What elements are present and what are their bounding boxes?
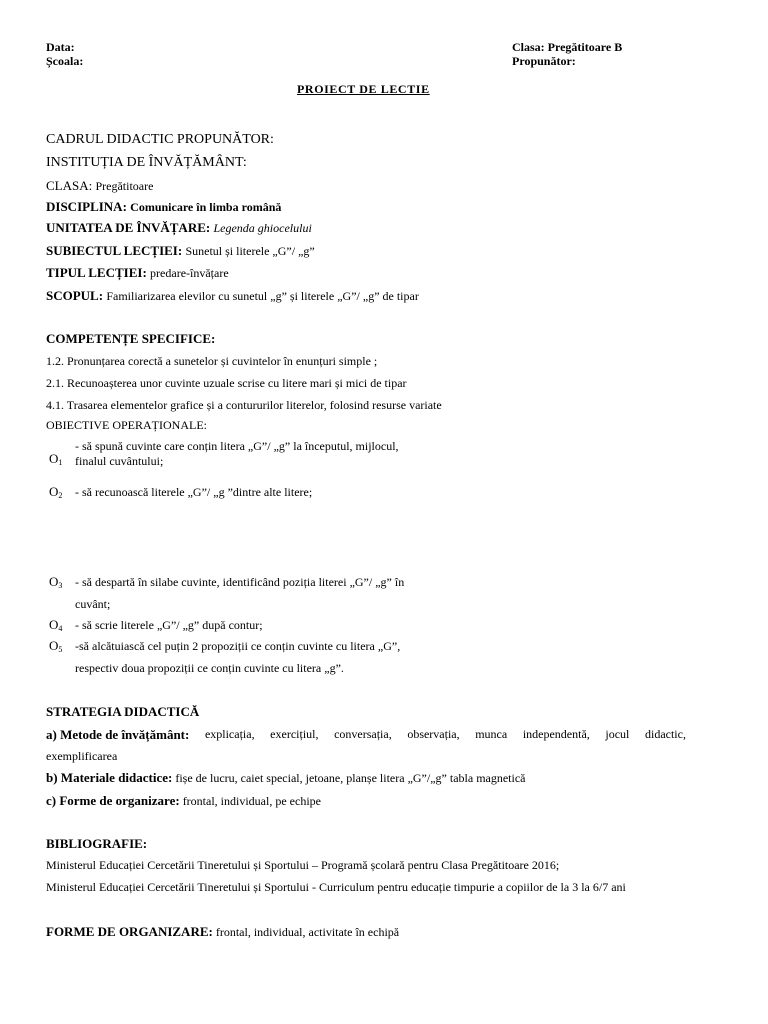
method-word: munca bbox=[475, 727, 508, 741]
bibliography-item: Ministerul Educației Cercetării Tineretului și Sportului - Curriculum pentru educație timpurie a copiilor de la 3 la 6/7 ani bbox=[46, 880, 626, 894]
materials-line bbox=[46, 770, 526, 786]
objective-text-o1-cont: finalul cuvântului; bbox=[75, 454, 164, 468]
objective-text-o3: - să despartă în silabe cuvinte, identificând poziția literei „G”/ „g” în bbox=[75, 575, 405, 589]
lesson-type-field bbox=[46, 265, 229, 281]
organization-forms-line bbox=[46, 793, 321, 809]
institution-field: INSTITUȚIA DE ÎNVĂȚĂMÂNT: bbox=[46, 155, 247, 170]
lesson-type-label: TIPUL LECȚIEI: bbox=[46, 265, 147, 280]
learning-unit-label: UNITATEA DE ÎNVĂȚARE: bbox=[46, 220, 211, 235]
document-title: PROIECT DE LECTIE bbox=[297, 82, 430, 96]
lesson-subject-value: Sunetul și literele „G”/ „g” bbox=[185, 244, 315, 258]
materials-label: b) Materiale didactice: bbox=[46, 770, 173, 785]
discipline-label: DISCIPLINA: bbox=[46, 199, 127, 214]
competences-heading: COMPETENȚE SPECIFICE: bbox=[46, 331, 216, 346]
teaching-methods-cont: exemplificarea bbox=[46, 749, 118, 763]
organization-section bbox=[46, 924, 399, 940]
learning-unit-value: Legenda ghiocelului bbox=[213, 221, 312, 235]
competence-item: 4.1. Trasarea elementelor grafice și a contururilor literelor, folosind resurse variate bbox=[46, 398, 442, 412]
method-word: didactic, bbox=[644, 727, 686, 741]
discipline-field bbox=[46, 199, 281, 215]
method-word: jocul bbox=[605, 727, 630, 741]
objective-text-o5-cont: respectiv doua propoziții ce conțin cuvinte cu litera „g”. bbox=[75, 661, 344, 675]
method-word: conversația, bbox=[334, 727, 392, 741]
teaching-methods-label: a) Metode de învățământ: bbox=[46, 727, 190, 742]
class-field-value: Pregătitoare bbox=[95, 179, 154, 193]
method-word: independentă, bbox=[522, 727, 590, 741]
date-label: Data: bbox=[46, 40, 75, 54]
organization-forms-value: frontal, individual, pe echipe bbox=[182, 794, 321, 808]
purpose-label: SCOPUL: bbox=[46, 288, 104, 303]
purpose-value: Familiarizarea elevilor cu sunetul „g” și literele „G”/ „g” de tipar bbox=[106, 289, 419, 303]
competence-item: 1.2. Pronunțarea corectă a sunetelor și cuvintelor în enunțuri simple ; bbox=[46, 354, 378, 368]
lesson-subject-label: SUBIECTUL LECȚIEI: bbox=[46, 243, 183, 258]
discipline-value: Comunicare în limba română bbox=[130, 200, 282, 214]
objective-text-o5: -să alcătuiască cel puțin 2 propoziții ce conțin cuvinte cu litera „G”, bbox=[75, 639, 401, 653]
competence-item: 2.1. Recunoașterea unor cuvinte uzuale scrise cu litere mari și mici de tipar bbox=[46, 376, 407, 390]
method-word: explicația, bbox=[204, 727, 255, 741]
learning-unit-field bbox=[46, 220, 312, 236]
objective-label-o1: $O_1$ bbox=[49, 451, 63, 467]
method-word: exercițiul, bbox=[270, 727, 319, 741]
organization-section-value: frontal, individual, activitate în echipă bbox=[215, 925, 400, 939]
proposer-label: Propunător: bbox=[512, 54, 576, 68]
objective-label-o5: $O_5$ bbox=[49, 638, 63, 654]
teacher-field: CADRUL DIDACTIC PROPUNĂTOR: bbox=[46, 132, 274, 147]
lesson-type-value: predare-învățare bbox=[150, 266, 229, 280]
organization-forms-label: c) Forme de organizare: bbox=[46, 793, 180, 808]
organization-section-label: FORME DE ORGANIZARE: bbox=[46, 924, 213, 939]
bibliography-heading: BIBLIOGRAFIE: bbox=[46, 836, 148, 851]
class-field-label: CLASA: bbox=[46, 178, 93, 193]
objective-label-o4: $O_4$ bbox=[49, 617, 63, 633]
teaching-methods-line bbox=[46, 727, 686, 743]
bibliography-item: Ministerul Educației Cercetării Tineretului și Sportului – Programă școlară pentru Clasa Pregătitoare 2016; bbox=[46, 858, 560, 872]
strategy-heading: STRATEGIA DIDACTICĂ bbox=[46, 704, 200, 719]
objective-text-o3-cont: cuvânt; bbox=[75, 597, 111, 611]
purpose-field bbox=[46, 288, 419, 304]
materials-value: fișe de lucru, caiet special, jetoane, planșe litera „G”/„g” tabla magnetică bbox=[175, 771, 526, 785]
objective-text-o4: - să scrie literele „G”/ „g” după contur; bbox=[75, 618, 263, 632]
class-label: Clasa: Pregătitoare B bbox=[512, 40, 623, 54]
objective-text-o1: - să spună cuvinte care conțin litera „G”/ „g” la începutul, mijlocul, bbox=[75, 439, 399, 453]
class-field bbox=[46, 178, 153, 194]
school-label: Școala: bbox=[46, 54, 84, 68]
objective-label-o3: $O_3$ bbox=[49, 574, 63, 590]
method-word: observația, bbox=[407, 727, 460, 741]
objective-text-o2: - să recunoască literele „G”/ „g ”dintre alte litere; bbox=[75, 485, 313, 499]
lesson-subject-field bbox=[46, 243, 315, 259]
objective-label-o2: $O_2$ bbox=[49, 484, 63, 500]
objectives-heading: OBIECTIVE OPERAȚIONALE: bbox=[46, 418, 207, 432]
